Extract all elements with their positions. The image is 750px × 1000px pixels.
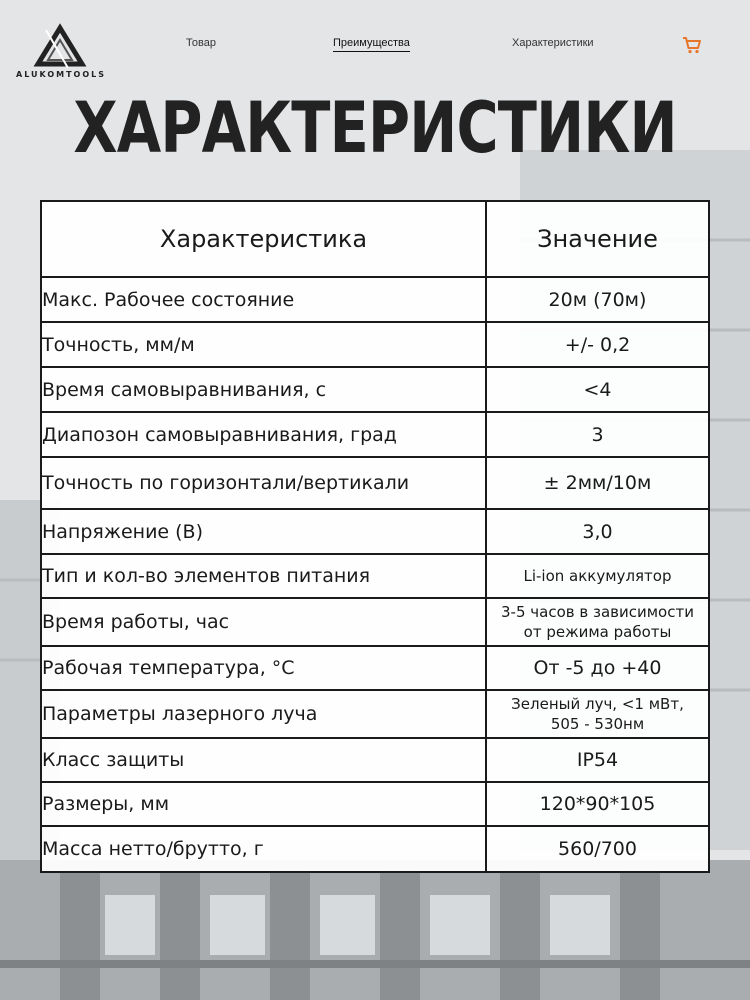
table-row	[41, 598, 709, 646]
row-key: Диапозон самовыравнивания, град	[41, 412, 486, 457]
table-row	[41, 457, 709, 509]
row-value: 120*90*105	[486, 782, 709, 826]
row-value: 3,0	[486, 509, 709, 554]
row-value	[486, 690, 709, 738]
row-key: Рабочая температура, °С	[41, 646, 486, 690]
nav-link-product[interactable]: Товар	[186, 37, 216, 49]
row-value-line: 505 - 530нм	[550, 715, 645, 733]
table-row	[41, 646, 709, 690]
row-value: ± 2мм/10м	[486, 457, 709, 509]
cart-icon[interactable]	[682, 36, 702, 54]
row-value-line: Зеленый луч, <1 мВт,	[511, 695, 684, 713]
table-row	[41, 826, 709, 872]
row-value: 560/700	[486, 826, 709, 872]
row-key: Класс защиты	[41, 738, 486, 782]
row-key: Тип и кол-во элементов питания	[41, 554, 486, 598]
nav-link-specifications[interactable]: Характеристики	[512, 37, 594, 49]
table-header-row	[41, 201, 709, 277]
row-key: Напряжение (В)	[41, 509, 486, 554]
row-key: Масса нетто/брутто, г	[41, 826, 486, 872]
row-key: Размеры, мм	[41, 782, 486, 826]
row-key: Макс. Рабочее состояние	[41, 277, 486, 322]
table-row	[41, 738, 709, 782]
row-key: Параметры лазерного луча	[41, 690, 486, 738]
row-value: <4	[486, 367, 709, 412]
row-key: Точность, мм/м	[41, 322, 486, 367]
row-value	[486, 598, 709, 646]
row-value: 3	[486, 412, 709, 457]
nav-link-advantages[interactable]: Преимущества	[333, 37, 410, 52]
column-header-value: Значение	[486, 201, 709, 277]
row-value: 20м (70м)	[486, 277, 709, 322]
row-key: Точность по горизонтали/вертикали	[41, 457, 486, 509]
row-key: Время самовыравнивания, с	[41, 367, 486, 412]
page-title: ХАРАКТЕРИСТИКИ	[73, 87, 677, 169]
row-key: Время работы, час	[41, 598, 486, 646]
row-value: +/- 0,2	[486, 322, 709, 367]
row-value: Li-ion аккумулятор	[486, 554, 709, 598]
row-value: От -5 до +40	[486, 646, 709, 690]
brand-name: ALUKOMTOOLS	[16, 70, 107, 79]
table-row	[41, 509, 709, 554]
row-value-line: 3-5 часов в зависимости	[501, 603, 694, 621]
column-header-characteristic: Характеристика	[41, 201, 486, 277]
table-row	[41, 554, 709, 598]
table-row	[41, 322, 709, 367]
row-value: IP54	[486, 738, 709, 782]
row-value-line: от режима работы	[523, 623, 672, 641]
table-row	[41, 782, 709, 826]
specifications-table	[40, 200, 710, 873]
table-row	[41, 412, 709, 457]
site-header	[0, 0, 750, 90]
table-row	[41, 690, 709, 738]
table-row	[41, 277, 709, 322]
table-row	[41, 367, 709, 412]
